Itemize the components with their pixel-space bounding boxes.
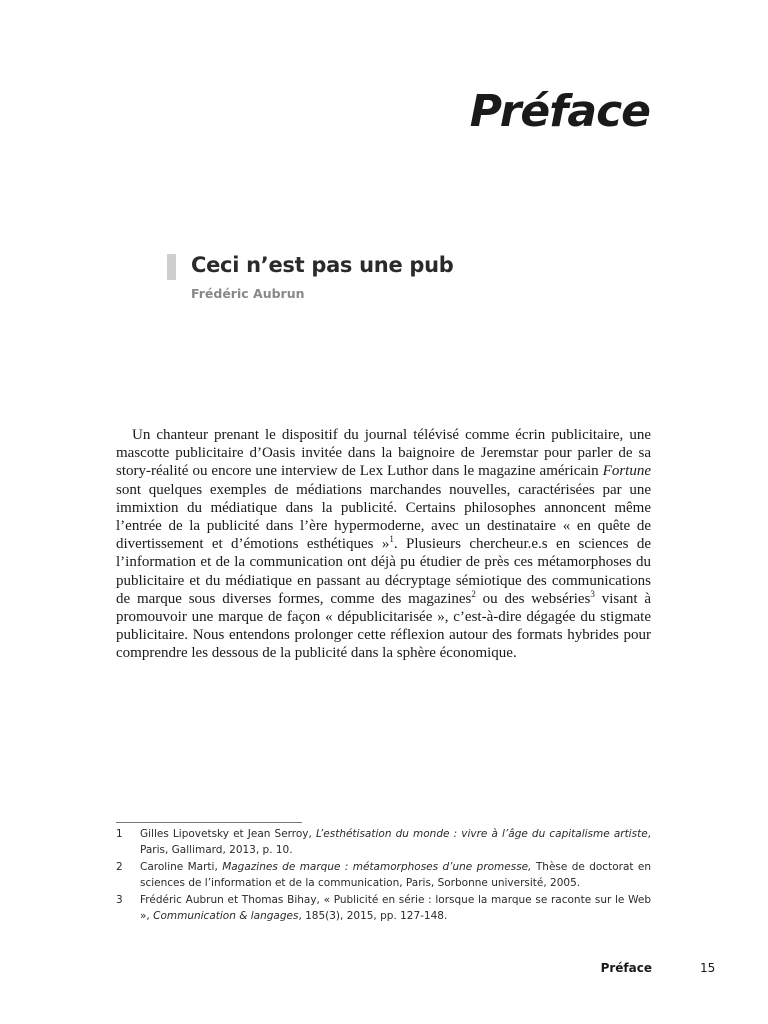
- chapter-title: Préface: [469, 86, 650, 137]
- article-heading-text: [191, 250, 454, 301]
- footnote-work-title: Communication & langages: [153, 909, 299, 922]
- body-paragraph: [116, 426, 651, 663]
- footnote-reference[interactable]: 3: [590, 588, 595, 599]
- footnote: [116, 893, 651, 924]
- body-text-part: sont quelques exemples de médiations marchandes nouvelles, caractérisées par une immixtion du médiatique dans la publicité. Certains philosophes annoncent même l’entrée de la publicité dans l’ère hypermoderne, avec un destinataire « en quête de divertissement et d’émotions esthétiques »: [116, 481, 651, 553]
- footnote-number: 1: [116, 828, 123, 840]
- footer-section-title: Préface: [600, 961, 652, 975]
- article-title: Ceci n’est pas une pub: [191, 253, 454, 277]
- footnote-work-title: L’esthétisation du monde : vivre à l’âge du capitalisme artiste: [315, 828, 648, 840]
- footnote-separator: [116, 822, 302, 823]
- footnote-text-part: Caroline Marti,: [140, 861, 223, 873]
- article-heading: [167, 250, 454, 301]
- footnote-text-part: Gilles Lipovetsky et Jean Serroy,: [140, 828, 316, 840]
- footnote: [116, 827, 651, 858]
- heading-accent-bar: [167, 254, 176, 280]
- footnote-text-part: Frédéric Aubrun et Thomas Bihay, « Publicité en série : lorsque la marque se raconte sur le Web »,: [140, 894, 651, 922]
- footnote-work-title: Magazines de marque : métamorphoses d’une promesse,: [222, 861, 532, 873]
- page-number: 15: [700, 961, 716, 975]
- footnote-number: 2: [116, 861, 123, 873]
- body-text-part: visant à promouvoir une marque de façon « dépublicitarisée », c’est-à-dire dégagée du stigmate publicitaire. Nous entendons prolonger cette réflexion autour des formats hybrides pour comprendre les dessous de la publicité dans la sphère économique.: [116, 590, 651, 662]
- footnote-text: [140, 893, 651, 924]
- footnotes: [116, 827, 651, 926]
- footnote-text-part: , 185(3), 2015, pp. 127-148.: [298, 909, 448, 922]
- footnote: [116, 860, 651, 891]
- footnote-number: 3: [116, 894, 123, 906]
- footnote-text: [140, 827, 651, 858]
- footnote-reference[interactable]: 2: [471, 588, 476, 599]
- running-footer: [0, 961, 768, 977]
- body-text-part: ou des webséries: [475, 590, 591, 607]
- body-text-part: Un chanteur prenant le dispositif du journal télévisé comme écrin publicitaire, une mascotte publicitaire d’Oasis invitée dans la baignoire de Jeremstar pour parler de sa story-réalité ou encore une interview de Lex Luthor dans le magazine américain: [116, 427, 651, 480]
- footnote-reference[interactable]: 1: [389, 534, 394, 545]
- body-text-part: . Plusieurs chercheur.e.s en sciences de l’information et de la communication ont déjà pu étudier de près ces métamorphoses du publicitaire et du médiatique en passant au décryptage sémiotique des communications de marque sous diverses formes, comme des magazines: [116, 536, 651, 607]
- footnote-text: [140, 860, 651, 891]
- footnote-text-part: , Paris, Gallimard, 2013, p. 10.: [140, 828, 651, 856]
- article-author: Frédéric Aubrun: [191, 286, 305, 301]
- footnote-text-part: Thèse de doctorat en sciences de l’information et de la communication, Paris, Sorbonne université, 2005.: [140, 861, 651, 889]
- body-emphasis: Fortune: [602, 463, 651, 480]
